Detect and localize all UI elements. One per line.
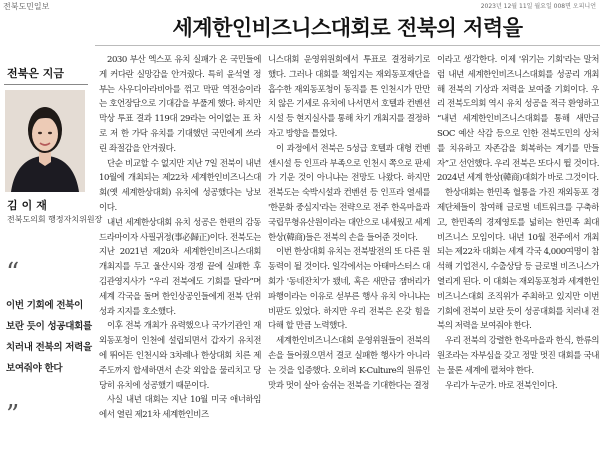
- author-name: 김이재: [7, 199, 51, 212]
- paragraph: 이라고 생각한다. 이제 '위기는 기회'라는 말처럼 내년 세계한인비즈니스대회를 성공리 개최해 전북의 기상과 저력을 보여줄 기회이다. 우리 전북도의회 역시 유치 성공을 적극 환영하고 “내년 세계한인비즈니스대회를 통해 새만금 SOC 예산 삭감 등으로 인한 전북도민의 상처를 치유하고 자존감을 회복하는 계기를 만들자”고 선언했다. 우리 전북은 또다시 뛸 것이다. 2024년 세계 한상(韓商)대회가 바로 그것이다.: [437, 55, 599, 184]
- paragraph: 이후 전북 개최가 유력했으나 국가기관인 재외동포청이 인천에 설립되면서 갑자기 유치전에 뛰어든 인천시와 3차례나 한상대회 치른 제주도까지 합세하면서 손갖 외압을 물리치고 당당히 유치에 성공했기 때문이다.: [99, 321, 261, 391]
- paragraph: 이번 한상대회 유치는 전북발전의 또 다른 원동력이 될 것이다. 일각에서는 아태마스터스 대회가 '동네잔치'가 됐네, 혹은 새만금 잼버리가 파행이라는 이유로 섣부른 행사 유치 아니냐는 비판도 있었다. 하지만 우리 전북은 온갖 힘을 다해 할 만큼 노력했다.: [268, 247, 430, 332]
- close-quote-icon: ”: [6, 400, 20, 430]
- article-column-3: [437, 53, 599, 450]
- author-photo: [5, 90, 85, 192]
- author-portrait-icon: [5, 90, 85, 192]
- column-title: 전북은 지금: [7, 67, 64, 80]
- author-role: 전북도의회 행정자치위원장: [7, 215, 103, 224]
- paragraph: 이 과정에서 전북은 5성급 호텔과 대형 컨벤센시설 등 인프라 부족으로 인천시 쪽으로 판세가 기운 것이 아니냐는 전망도 나왔다. 하지만 전북도는 숙박시설과 컨벤션 등 인프라 열세를 '한문화 중심지'라는 전략으로 전주 한옥마을과 국립무형유산원이라는 대안으로 내세웠고 세계 한상(韓商)들은 전북의 손을 들어준 것이다.: [268, 143, 430, 243]
- headline-divider: [95, 45, 600, 46]
- paragraph: 니스대회 운영위원회에서 투표로 결정하기로 했다. 그러나 대회를 책임지는 재외동포재단을 흡수한 재외동포청이 동직를 튼 인천시가 만만치 않은 기세로 유치에 나서면서 호텔과 컨벤션 시설 등 현지실사를 통해 차기 개최지를 결정하자고 방향을 틀었다.: [268, 55, 430, 139]
- paragraph: 우리가 누군가. 바로 전북인이다.: [445, 380, 558, 391]
- sidebar-divider: [4, 84, 88, 85]
- paragraph: 사실 내년 대회는 지난 10월 미국 애너하임에서 열린 제21차 세계한인비즈: [99, 395, 261, 421]
- open-quote-icon: “: [6, 258, 20, 288]
- paragraph: 내년 세계한상대회 유치 성공은 한편의 감동 드라마이자 사필귀정(事必歸正)이다. 전북도는 지난 2021년 제20차 세계한인비즈니스대회 개최지를 두고 울산시와 경쟁 끝에 실패한 후 김관영지사가 “우리 전북에도 기회를 달라”며 세계 각국을 돌며 한인상공인들에게 전북 단위성과 지지를 호소했다.: [99, 217, 261, 317]
- paragraph: 단순 비교할 수 없지만 지난 7일 전북이 내년 10월에 개최되는 제22차 세계한인비즈니스대회(옛 세계한상대회) 유치에 성공했다는 낭보이다.: [99, 158, 261, 213]
- columnist-sidebar: [0, 50, 103, 450]
- publication-info: 2023년 12월 11일 월요일 008면 오피니언: [480, 3, 596, 10]
- article-column-2: [268, 53, 430, 450]
- article-column-1: [99, 53, 261, 450]
- pull-quote: 이번 기회에 전북이 보란 듯이 성공대회를 치러내 전북의 저력을 보여줘야 한다: [6, 300, 92, 374]
- article-headline: 세계한인비즈니스대회로 전북의 저력을: [172, 15, 523, 40]
- paragraph: 우리 전북의 강렬한 한옥마을과 한식, 한류의 원조라는 자부심을 갖고 정말 멋진 대회를 국내는 물론 세계에 펼쳐야 한다.: [437, 336, 599, 376]
- paragraph: 한상대회는 한민족 혈통을 가진 재외동포 경제단체들이 참여해 글로벌 네트워크를 구축하고, 한민족의 경제영토를 넓히는 한민족 최대 비즈니스 모임이다. 내년 10월 전주에서 개최되는 제22차 대회는 세계 각국 4,000여명이 참석해 기업전시, 수출상담 등 글로벌 비즈니스가 열리게 된다. 이 대회는 재외동포청과 세계한인비즈니스대회 조직위가 주최하고 있지만 이번 기회에 전북이 보란 듯이 성공대회를 치러내 전북의 저력을 보여줘야 한다.: [437, 188, 599, 332]
- paragraph: 세계한인비즈니스대회 운영위원들이 전북의 손을 들어줬으면서 결코 실패한 행사가 아니라는 것을 입증했다. 오히려 K-Culture의 원류인 맛과 멋이 살아 숨쉬는 전북을 기대한다는 결정: [268, 336, 430, 391]
- newspaper-masthead: 전북도민일보: [3, 2, 50, 11]
- paragraph: 2030 부산 엑스포 유치 실패가 온 국민들에게 커다란 실망감을 안겨줬다. 특히 윤석열 정부는 사우디아라비아를 꺾고 막판 역전승이라는 호언장담으로 기대감을 부풀게 했다. 하지만 막상 투표 결과 119대 29라는 어이없는 표 차로 저 한 가닥 유치를 기대했던 국민에게 쓰라린 좌절감을 안겨줬다.: [99, 55, 261, 154]
